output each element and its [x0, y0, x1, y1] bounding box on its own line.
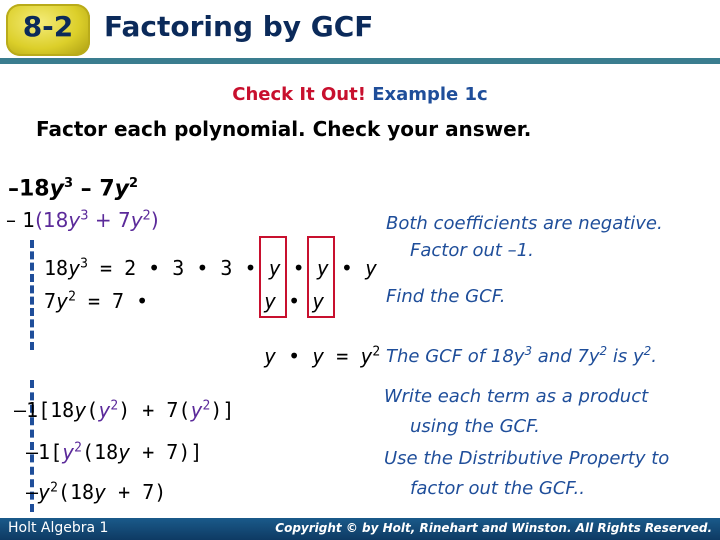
header-divider [0, 58, 720, 64]
eq-exponent: 2 [372, 344, 381, 360]
eq-exponent: 2 [110, 398, 119, 414]
expr-part: ) [150, 208, 159, 232]
footer-copyright: Copyright © by Holt, Rinehart and Winston. All Rights Reserved. [275, 521, 712, 535]
instruction: Factor each polynomial. Check your answer. [36, 117, 532, 141]
eq-part: + 7 [130, 398, 179, 422]
eq-var: y [268, 256, 281, 280]
note-part: . [651, 346, 657, 367]
eq-var: y [62, 440, 75, 464]
expr-part: –18 [8, 176, 50, 202]
eq-exponent: 2 [202, 398, 211, 414]
note-part: The GCF of 18 [386, 346, 514, 367]
note-part: and 7 [532, 346, 589, 367]
expr-var: y [68, 208, 81, 232]
eq-part: • [276, 344, 313, 368]
eq-part: –1[ [26, 440, 63, 464]
eq-part: –1[18 [14, 398, 75, 422]
eq-exponent: 3 [80, 256, 88, 272]
eq-part: • [280, 256, 317, 280]
note-exponent: 3 [524, 344, 533, 358]
eq-var: y [360, 344, 373, 368]
eq-part: (18 [57, 480, 95, 504]
expr-part: – 7 [73, 176, 115, 202]
eq-part: + 7) [106, 480, 167, 504]
eq-part: 18 [44, 256, 69, 280]
eq-var: y [38, 480, 51, 504]
eq-exponent: 2 [68, 289, 76, 305]
eq-part: • [276, 289, 313, 313]
common-factor-box-1 [259, 236, 287, 318]
note-var: y [632, 346, 644, 367]
note-part: is [607, 346, 633, 367]
note-exponent: 2 [643, 344, 652, 358]
eq-var: y [312, 344, 325, 368]
eq-part: = 7 • [75, 289, 149, 313]
expr-exponent: 2 [142, 208, 151, 224]
note-var: y [588, 346, 600, 367]
factored-negative [6, 208, 159, 232]
eq-var: y [118, 440, 131, 464]
note-find-gcf: Find the GCF. [386, 286, 506, 307]
eq-part: = 2 • 3 • 3 • [87, 256, 269, 280]
problem-expression [8, 176, 138, 201]
eq-var: y [264, 289, 277, 313]
eq-var: y [94, 480, 107, 504]
expr-var: y [49, 176, 64, 202]
eq-part: (18 [82, 440, 119, 464]
eq-part: 7 [44, 289, 57, 313]
expr-exponent: 3 [63, 176, 74, 191]
example-label: Check It Out! [232, 84, 366, 105]
note-exponent: 2 [599, 344, 608, 358]
expr-part: (18 [35, 208, 69, 232]
note-distributive-line2: factor out the GCF.. [410, 478, 585, 499]
eq-exponent: 2 [50, 480, 58, 496]
note-negative-line2: Factor out –1. [410, 240, 534, 261]
example-heading [0, 84, 720, 105]
footer-book-title: Holt Algebra 1 [8, 520, 109, 536]
eq-part: ] [222, 398, 235, 422]
note-gcf-statement [386, 344, 657, 367]
eq-var: y [264, 344, 277, 368]
eq-exponent: 2 [74, 440, 82, 456]
eq-var: y [312, 289, 325, 313]
factorization-row-2 [44, 289, 148, 313]
eq-var: y [364, 256, 377, 280]
lesson-title: Factoring by GCF [104, 10, 374, 43]
dashed-guide-upper [30, 240, 34, 350]
eq-var: y [98, 398, 111, 422]
expr-var: y [130, 208, 143, 232]
eq-part: • [328, 256, 365, 280]
expr-part: + 7 [88, 208, 131, 232]
lesson-badge [6, 4, 90, 56]
expr-exponent: 3 [80, 208, 89, 224]
step-3-expression [26, 480, 166, 504]
eq-var: y [190, 398, 203, 422]
slide-footer [0, 518, 720, 540]
example-title: Example 1c [372, 84, 488, 105]
eq-part: ( [178, 398, 191, 422]
step-2-expression [26, 440, 202, 464]
gcf-result [264, 344, 380, 368]
note-write-product-line1: Write each term as a product [384, 386, 649, 407]
eq-part: = [324, 344, 361, 368]
common-factor-box-2 [307, 236, 335, 318]
expr-exponent: 2 [129, 176, 139, 191]
eq-part: ( [86, 398, 99, 422]
eq-var: y [74, 398, 87, 422]
expr-var: y [114, 176, 129, 202]
lesson-number: 8-2 [22, 10, 74, 43]
step-1-expression [14, 398, 234, 422]
eq-var: y [68, 256, 81, 280]
eq-var: y [56, 289, 69, 313]
note-var: y [513, 346, 525, 367]
slide-header [0, 0, 720, 64]
eq-part: ) [210, 398, 223, 422]
eq-var: y [316, 256, 329, 280]
note-negative-line1: Both coefficients are negative. [386, 213, 663, 234]
note-write-product-line2: using the GCF. [410, 416, 540, 437]
neg-one: – 1 [6, 208, 36, 232]
eq-part: ) [118, 398, 131, 422]
eq-part: + 7)] [130, 440, 203, 464]
note-distributive-line1: Use the Distributive Property to [384, 448, 670, 469]
eq-part: – [26, 480, 39, 504]
